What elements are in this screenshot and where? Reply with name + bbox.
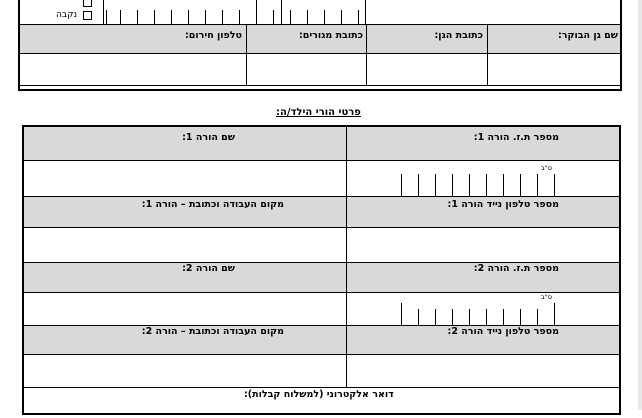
digit-tick <box>205 10 206 24</box>
email-label: דואר אלקטרוני (למשלוח קבלות): <box>244 389 394 400</box>
kindergarten-name-label: שם גן הבוקר: <box>557 30 618 41</box>
digit-tick <box>418 309 419 325</box>
digit-tick <box>418 174 419 196</box>
parent1-id-label: מספר ת.ז. הורה 1: <box>473 132 559 143</box>
check-digit-label: ס"ב <box>541 293 552 301</box>
parent1-name-label: שם הורה 1: <box>182 132 235 143</box>
kindergarten-address-field[interactable] <box>367 54 487 85</box>
parent2-id-label: מספר ת.ז. הורה 2: <box>473 263 559 274</box>
parent2-mobile-field[interactable] <box>347 355 619 387</box>
child-details-table <box>18 0 622 91</box>
home-address-field[interactable] <box>247 54 366 85</box>
digit-tick <box>290 10 291 24</box>
digit-tick <box>120 10 121 24</box>
digit-tick <box>222 10 223 24</box>
parents-table <box>22 125 621 415</box>
parent1-name-field[interactable] <box>24 161 346 196</box>
parent2-id-field[interactable] <box>347 293 619 325</box>
parent1-id-field[interactable] <box>347 161 619 196</box>
digit-tick <box>503 309 504 325</box>
digit-tick <box>239 10 240 24</box>
digit-tick <box>520 174 521 196</box>
digit-tick <box>520 309 521 325</box>
digit-tick <box>358 10 359 24</box>
parent1-work-field[interactable] <box>24 228 346 262</box>
parent1-mobile-label: מספר טלפון נייד הורה 1: <box>447 199 559 210</box>
parent2-name-label: שם הורה 2: <box>182 263 235 274</box>
center-divider <box>346 197 347 227</box>
digit-tick <box>452 309 453 325</box>
digit-tick <box>435 309 436 325</box>
digit-tick <box>324 10 325 24</box>
digit-tick <box>401 303 402 325</box>
divider <box>103 0 104 24</box>
parent1-mobile-field[interactable] <box>347 228 619 262</box>
digit-tick <box>171 10 172 24</box>
digit-tick <box>106 10 107 24</box>
center-divider <box>346 127 347 160</box>
parent2-name-field[interactable] <box>24 293 346 325</box>
page-edge <box>638 0 642 410</box>
digit-tick <box>435 174 436 196</box>
home-address-label: כתובת מגורים: <box>298 30 363 41</box>
digit-tick <box>486 174 487 196</box>
kindergarten-name-field[interactable] <box>488 54 620 85</box>
digit-tick <box>469 174 470 196</box>
female-checkbox[interactable] <box>83 11 92 20</box>
digit-tick <box>281 0 282 24</box>
emergency-phone-label: טלפון חירום: <box>185 30 242 41</box>
digit-tick <box>503 174 504 196</box>
digit-tick <box>273 10 274 24</box>
digit-tick <box>537 174 538 196</box>
kindergarten-address-label: כתובת הגן: <box>434 30 483 41</box>
digit-tick <box>486 309 487 325</box>
inner-bottom-line <box>20 85 620 86</box>
digit-tick <box>188 10 189 24</box>
top-row-cell <box>20 0 620 24</box>
parents-section-title: פרטי הורי הילד/ה: <box>276 107 361 118</box>
digit-tick <box>452 174 453 196</box>
female-checkbox-label: נקבה <box>56 10 78 20</box>
digit-tick <box>256 0 257 24</box>
digit-tick <box>469 309 470 325</box>
digit-tick <box>154 10 155 24</box>
digit-tick <box>401 174 402 196</box>
parent2-mobile-label: מספר טלפון נייד הורה 2: <box>447 326 559 337</box>
check-digit-label: ס"ב <box>541 164 552 172</box>
digit-tick <box>341 10 342 24</box>
parent2-work-label: מקום העבודה וכתובת – הורה 2: <box>141 326 284 337</box>
digit-tick <box>554 303 555 325</box>
male-checkbox[interactable] <box>83 0 92 7</box>
center-divider <box>346 263 347 292</box>
parent1-work-label: מקום העבודה וכתובת – הורה 1: <box>141 199 284 210</box>
digit-tick <box>537 309 538 325</box>
digit-tick <box>365 0 366 24</box>
parent2-work-field[interactable] <box>24 355 346 387</box>
emergency-phone-field[interactable] <box>20 54 246 85</box>
center-divider <box>346 326 347 354</box>
digit-tick <box>137 10 138 24</box>
digit-tick <box>554 174 555 196</box>
digit-tick <box>307 10 308 24</box>
